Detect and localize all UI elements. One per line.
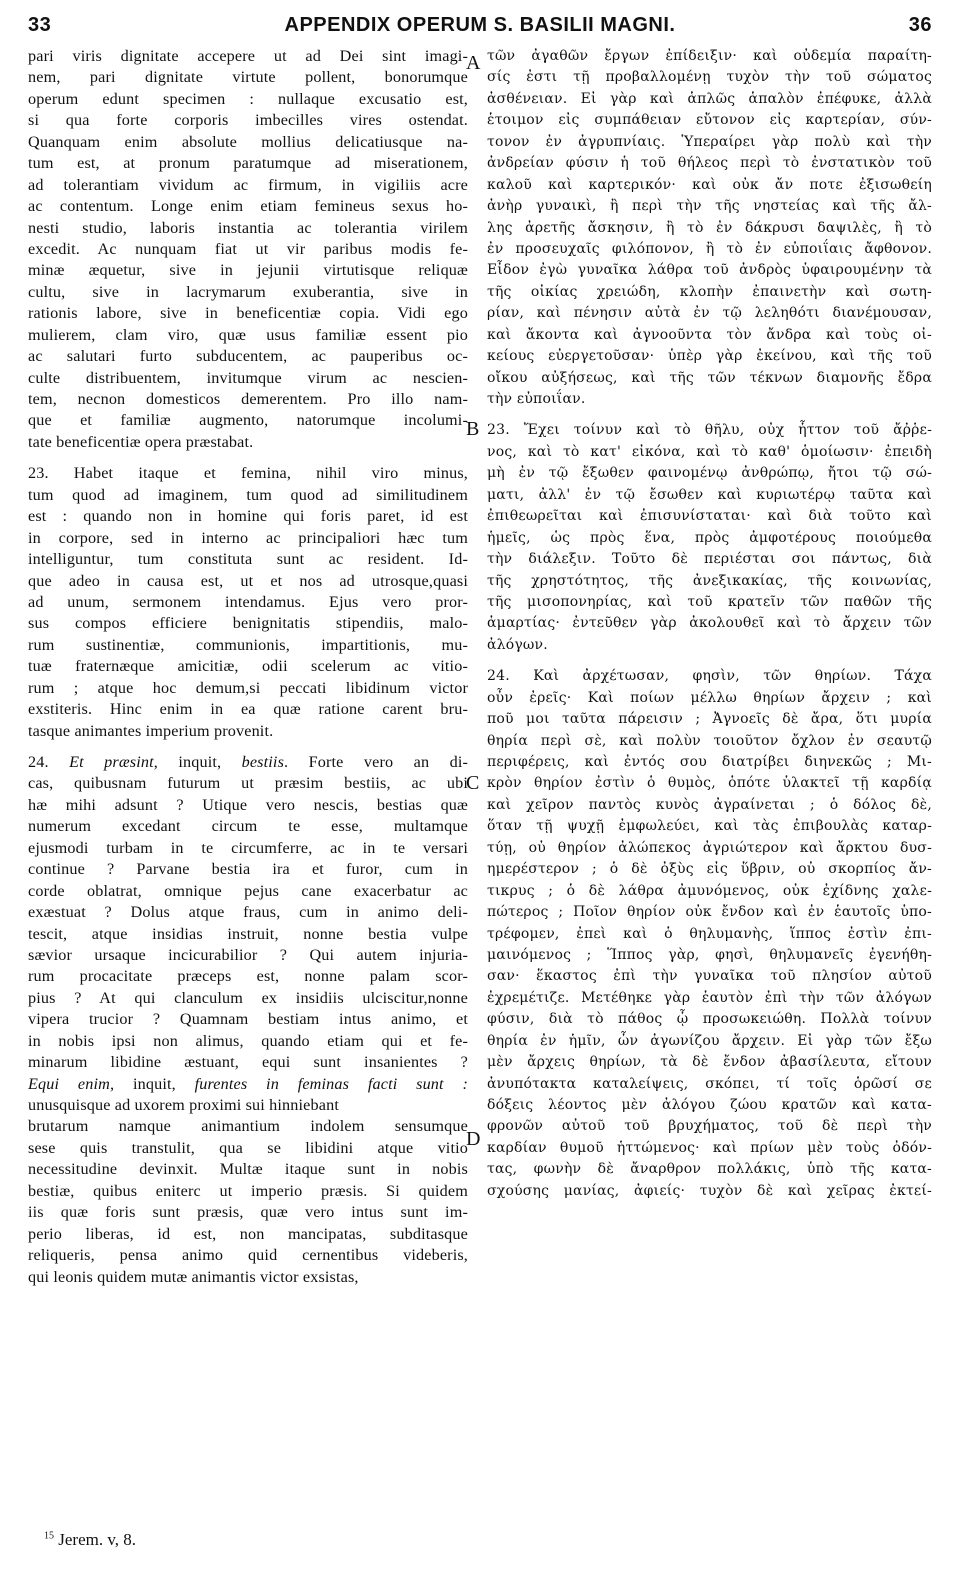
greek-line: καλοῦ καὶ καρτερικόν· καὶ οὐκ ἄν ποτε ἐξισωθείη xyxy=(487,176,932,193)
greek-line: ποῦ μοι ταῦτα πάρεισιν ; Ἀγνοεῖς δὲ ἄρα, ὅτι μυρία xyxy=(487,711,932,728)
latin-line: tum est, at pronum paratumque ad miserationem, xyxy=(28,154,468,173)
latin-line: cultu, sive in lacrymarum exuberantia, sive in xyxy=(28,282,468,301)
latin-line: sus compos efficiere benignitatis stipendiis, malo- xyxy=(28,614,468,633)
latin-line: si qua forte corporis imbecilles vires ostendat. xyxy=(28,111,468,130)
greek-line: ἀλόγων. xyxy=(487,636,548,653)
greek-line: κείους εὐεργετοῦσαν· ὑπὲρ γὰρ ἐκείνου, καὶ τῆς τοῦ xyxy=(487,348,932,365)
greek-line: ἐπιθεωρεῖται καὶ ἐπισυνίσταται· καὶ διὰ τοῦτο καὶ xyxy=(487,508,932,525)
latin-line: rationis labore, sive in beneficentiæ copia. Vidi ego xyxy=(28,304,468,323)
latin-line: qui leonis quidem mutæ animantis victor exsistas, xyxy=(28,1267,359,1286)
greek-line: οἴκου αὐξήσεως, καὶ τῆς τῶν τέκνων διαμονῆς ἔδρα xyxy=(487,369,932,386)
latin-line: que et familiæ augmento, natorumque incolumi- xyxy=(28,411,468,430)
greek-line: τας, φωνὴν δὲ ἄναρθρον πολλάκις, ὑπὸ τῆς κατα- xyxy=(487,1161,932,1178)
greek-line: μὴ ἐν τῷ ἔξωθεν φαινομένῳ ἀνθρώπῳ, ἤτοι τῷ σώ- xyxy=(487,465,932,482)
footnote-number: 15 xyxy=(44,1530,54,1542)
greek-line: μαινόμενος ; Ἵππος γὰρ, φησὶ, θηλυμανεῖς ἐγενήθη- xyxy=(487,946,932,963)
greek-line: 24. Καὶ ἀρχέτωσαν, φησὶν, τῶν θηρίων. Τάχα xyxy=(487,668,932,685)
greek-line: κρὸν θηρίον ἐστὶν ὁ θυμὸς, ὁπότε ὑλακτεῖ τῇ καρδίᾳ xyxy=(487,775,932,792)
latin-line: pius ? At qui clanculum ex insidiis ulciscitur,nonne xyxy=(28,988,468,1007)
greek-line: ὅταν τῇ ψυχῇ ἐμφωλεύει, καὶ τὰς ἐπιβουλὰς καταρ- xyxy=(487,818,932,835)
latin-line: Equi enim, inquit, furentes in feminas facti sunt : xyxy=(28,1074,468,1093)
greek-line: ἁμαρτίας· ἐντεῦθεν γὰρ ἀκολουθεῖ καὶ τὸ ἄρχειν τῶν xyxy=(487,615,932,632)
latin-line: in corpore, sed in interno ac principaliori hæc tum xyxy=(28,528,468,547)
greek-line: καρδίαν θυμοῦ ἡττώμενος· καὶ πρίων μὲν τοὺς ὀδόν- xyxy=(487,1139,932,1156)
greek-line: λης ἀρετῆς ἄσκησιν, ἢ τὸ ἐν δάκρυσι δαψιλὲς, ἢ τὸ xyxy=(487,219,932,236)
latin-line: mulierem, clam viro, quæ usus familiæ essent pio xyxy=(28,325,468,344)
latin-line: brutarum namque animantium indolem sensumque xyxy=(28,1117,468,1136)
latin-line: rum sustinentiæ, communionis, impartitionis, mu- xyxy=(28,635,468,654)
greek-line: φρονῶν αὐτοῦ τοῦ βρυχήματος, τοῦ δὲ περὶ τὴν xyxy=(487,1118,932,1135)
latin-line: tescit, atque insidias instruit, nonne bestia vulpe xyxy=(28,924,468,943)
latin-line: minæ æquetur, sive in jejunii virtutisque reliquæ xyxy=(28,261,468,280)
greek-column xyxy=(487,46,932,1202)
latin-line: hæ mihi adsunt ? Utique vero nescis, bestias quæ xyxy=(28,795,468,814)
latin-line: corde oblatrat, omnique pejus cane exacerbatur ac xyxy=(28,881,468,900)
greek-line: τῆς χρηστότητος, τῆς ἀνεξικακίας, τῆς κοινωνίας, xyxy=(487,572,932,589)
greek-line: νος, καὶ τὸ κατ' εἰκόνα, καὶ τὸ καθ' ὁμοίωσιν· ἐπειδὴ xyxy=(487,443,932,460)
latin-line: bestiæ, quibus eniterc ut imperio præsis. Si quidem xyxy=(28,1181,468,1200)
greek-line: οὖν ἐρεῖς· Καὶ ποίων μέλλω θηρίων ἄρχειν ; καὶ xyxy=(487,689,932,706)
latin-line: est : quando non in homine qui foris paret, id est xyxy=(28,507,468,526)
italic-phrase: Et præsint xyxy=(69,753,154,771)
latin-line: 24. Et præsint, inquit, bestiis. Forte vero an di- xyxy=(28,753,468,771)
latin-column xyxy=(28,46,468,1288)
greek-line: σίς ἐστι τῇ προβαλλομένῃ τυχὸν τὴν τοῦ σώματος xyxy=(487,69,932,86)
greek-line: ρίαν, καὶ πένησιν αὐτὰ ἐν τῷ λεληθότι διανέμουσαν, xyxy=(487,305,932,322)
footnote-text: Jerem. v, 8. xyxy=(54,1530,136,1549)
greek-line: τικρυς ; ὁ δὲ λάθρα ἀμυνόμενος, οὐκ ἐχίδνης χαλε- xyxy=(487,882,932,899)
latin-line: culte distribuentem, invitumque virum ac nescien- xyxy=(28,368,468,387)
greek-line: ημερέστερον ; ὁ δὲ ὀξὺς εἰς ὕβριν, οὐ σκορπίος ἄν- xyxy=(487,861,932,878)
greek-line: 23. Ἔχει τοίνυν καὶ τὸ θῆλυ, οὐχ ἧττον τοῦ ἄῤῥε- xyxy=(487,422,932,439)
latin-line: Quanquam enim absolute mollius delicatiusque na- xyxy=(28,132,468,151)
italic-phrase: bestiis xyxy=(241,753,285,771)
margin-marker-c: C xyxy=(466,772,480,794)
footnote xyxy=(44,1530,136,1550)
greek-line: ἡμεῖς, ὡς πρὸς ἕνα, πρὸς ἀμφοτέρους ποιούμεθα xyxy=(487,529,932,546)
greek-line: τύῃ, οὐ θηρίον ἀλώπεκος ἀγριώτερον καὶ ἄρκτου δυσ- xyxy=(487,839,932,856)
greek-line: καὶ χεῖρον παντὸς κυνὸς ἀγραίνεται ; ὁ δόλος δὲ, xyxy=(487,796,932,813)
italic-quote: furentes in feminas facti sunt : xyxy=(194,1074,468,1093)
latin-line: nesti studio, laboris instantia ac tolerantia virilem xyxy=(28,218,468,237)
latin-line: in nobis ipsi non alimus, quando etiam qui et fe- xyxy=(28,1031,468,1050)
running-title: APPENDIX OPERUM S. BASILII MAGNI. xyxy=(284,14,676,36)
latin-line: tasque animantes imperium provenit. xyxy=(28,721,274,740)
greek-line: δόξεις λέοντος μὲν ἀλόγου ζώου κρατῶν καὶ κατα- xyxy=(487,1097,932,1113)
greek-line: τῆς μισοπονηρίας, καὶ τοῦ κρατεῖν τῶν παθῶν τῆς xyxy=(487,593,932,610)
latin-line: ad unum, sermonem intendamus. Ejus vero pror- xyxy=(28,592,468,611)
margin-marker-a: A xyxy=(466,52,481,74)
latin-line: iis quæ foris sunt præsis, quæ vero intus sunt im- xyxy=(28,1203,468,1222)
latin-line: tuæ fraternæque amicitiæ, odii scelerum ac vitio- xyxy=(28,657,468,676)
margin-marker-d: D xyxy=(466,1128,481,1150)
page-number-right: 36 xyxy=(908,14,932,36)
latin-line: continue ? Parvane bestia ira et furor, cum in xyxy=(28,860,468,879)
latin-line: intelliguntur, tum constituta sunt ac resident. Id- xyxy=(28,550,468,569)
latin-line: minarum libidine æstuant, equi sunt insanientes ? xyxy=(28,1053,468,1072)
paragraph-gap xyxy=(28,742,468,752)
latin-line: reliqueris, pensa animo quid cernentibus videberis, xyxy=(28,1246,468,1265)
latin-line: excedit. Ac nunquam fiat ut vir paribus modis fe- xyxy=(28,239,468,258)
greek-line: πώτερος ; Ποῖον θηρίον οὐκ ἔνδον καὶ ἐν ἑαυτοῖς ὑπο- xyxy=(487,904,932,921)
greek-line: ἀνυπότακτα καταλείψεις, σκόπει, τί τοῖς ὁρῶσί σε xyxy=(487,1075,932,1092)
greek-line: σχούσης μανίας, ἀφιείς· τυχὸν δὲ καὶ χεῖρας ἐκτεί- xyxy=(487,1182,932,1199)
latin-line: exstiteris. Hinc enim in ea quæ ratione carent bru- xyxy=(28,700,468,719)
greek-line: τρέφομεν, ἐπεὶ καὶ ὁ θηλυμανὴς, ἵππος ἐστὶν ἐπι- xyxy=(487,925,932,942)
latin-line: ac contentum. Longe enim etiam femineus sexus ho- xyxy=(28,197,468,216)
latin-line: 23. Habet itaque et femina, nihil viro minus, xyxy=(28,464,468,483)
greek-line: τῆς οἰκίας χρειώδη, κλοπὴν ἐπαινετὴν καὶ σωτη- xyxy=(487,283,932,300)
greek-line: ἀσθένειαν. Εἰ γὰρ καὶ ἁπλῶς ἁπαλὸν ἐπέφυκε, ἀλλὰ xyxy=(487,90,932,107)
latin-line: pari viris dignitate accepere ut ad Dei sint imagi- xyxy=(28,47,468,65)
greek-line: φύσιν, διὰ τὸ πάθος ᾧ προσωκειώθη. Πολλὰ τοίνυν xyxy=(487,1011,932,1028)
greek-line: τῶν ἀγαθῶν ἔργων ἐπίδειξιν· καὶ οὐδεμία παραίτη- xyxy=(487,48,932,64)
latin-line: ac salutari furto subducentem, ac pauperibus oc- xyxy=(28,347,468,366)
latin-line: sese quis transtulit, qua se libidini atque vitio xyxy=(28,1138,468,1157)
greek-line: ἐν προσευχαῖς φιλόπονον, ἢ τὸ ἐν εὐποιΐαις ἄφθονον. xyxy=(487,240,932,257)
greek-line: σαν· ἕκαστος ἐπὶ τὴν γυναῖκα τοῦ πλησίον αὐτοῦ xyxy=(487,968,932,985)
latin-line: perio liberas, id est, non mancipatas, subditasque xyxy=(28,1224,468,1243)
greek-line: ἀνδρείαν φύσιν ἡ τοῦ θήλεος περὶ τὸ ἐνστατικὸν τοῦ xyxy=(487,155,932,172)
latin-line: rum ; atque hoc demum,si peccati libidinum victor xyxy=(28,678,468,697)
latin-line: vipera trucior ? Quamnam bestiam intus animo, et xyxy=(28,1010,468,1029)
greek-line: μὲν ἄρχεις θηρίων, τὰ δὲ ἔνδον ἀβασίλευτα, εἴτουν xyxy=(487,1054,932,1071)
latin-line: tem, necnon domesticos demerentem. Pro illo nam- xyxy=(28,390,468,408)
greek-line: τὴν εὐποιΐαν. xyxy=(487,391,586,407)
margin-marker-b: B xyxy=(466,418,480,440)
italic-quote: Equi enim, xyxy=(28,1074,133,1093)
greek-line: Εἶδον ἐγὼ γυναῖκα λάθρα τοῦ ἀνδρὸς ὑφαιρουμένην τὰ xyxy=(487,262,932,279)
greek-line: ματι, ἀλλ' ἐν τῷ ἔσωθεν καὶ κυριωτέρῳ ταῦτα καὶ xyxy=(487,486,932,503)
paragraph-gap xyxy=(487,656,932,666)
greek-line: ἀνὴρ γυναικὶ, ἢ περὶ τὴν τῆς νηστείας καὶ τῆς ἄλ- xyxy=(487,198,932,215)
latin-line: necessitudine devinxit. Multæ itaque sunt in nobis xyxy=(28,1160,468,1179)
latin-line: ejusmodi turbam in te circumferre, ac in te versari xyxy=(28,838,468,857)
latin-line: unusquisque ad uxorem proximi sui hinniebant xyxy=(28,1096,339,1114)
greek-line: περιφέρεις, καὶ ἐντός σου διατρίβει διηνεκῶς ; Μι- xyxy=(487,754,932,770)
latin-line: ad tolerantiam vividum ac firmum, in vigiliis acre xyxy=(28,175,468,194)
latin-line: tum quod ad imaginem, tum quod ad similitudinem xyxy=(28,485,468,504)
latin-line: cas, quibusnam futurum ut præsim bestiis, ac ubi xyxy=(28,774,468,793)
running-header xyxy=(28,14,932,42)
greek-line: ἑτοιμον εἰς συμπάθειαν εὔτονον εἰς καρτερίαν, σύν- xyxy=(487,112,932,129)
greek-line: τονον ἐν ἀγρυπνίαις. Ὑπεραίρει γὰρ πολὺ καὶ τὴν xyxy=(487,133,932,150)
greek-line: θηρία ἐν ἡμῖν, ὧν ἀγωνίζου ἄρχειν. Εἰ γὰρ τῶν ἔξω xyxy=(487,1032,932,1049)
latin-line: rum procacitate præceps est, nonne palam scor- xyxy=(28,967,468,986)
paragraph-gap xyxy=(487,410,932,420)
latin-line: tate beneficentiæ opera præstabat. xyxy=(28,432,254,451)
latin-line: nem, pari dignitate virtute pollent, bonorumque xyxy=(28,68,468,87)
latin-line: numerum excedant circum te esse, multamque xyxy=(28,817,468,836)
page-number-left: 33 xyxy=(28,14,52,36)
greek-line: καὶ ἄκοντα καὶ ἀγνοοῦντα τὸν ἄνδρα καὶ τοὺς οἰ- xyxy=(487,326,932,343)
greek-line: ἐχρεμέτιζε. Μετέθηκε γὰρ ἑαυτὸν ἐπὶ τὴν τῶν ἀλόγων xyxy=(487,989,932,1006)
latin-line: sævior ursaque incicurabilior ? Qui autem injuria- xyxy=(28,945,468,964)
latin-line: que adeo in causa est, ut et nos ad utrosque,quasi xyxy=(28,571,468,590)
greek-line: θηρία περὶ σὲ, καὶ πολὺν τοιοῦτον ὄχλον ἐν σεαυτῷ xyxy=(487,732,932,749)
latin-line: exæstuat ? Dolus atque fraus, cum in animo deli- xyxy=(28,903,468,922)
paragraph-gap xyxy=(28,453,468,463)
greek-line: τὴν διάλεξιν. Τοῦτο δὲ περιέσται σοι πάντως, διὰ xyxy=(487,551,932,568)
latin-line: operum edunt specimen : nullaque excusatio est, xyxy=(28,89,468,108)
